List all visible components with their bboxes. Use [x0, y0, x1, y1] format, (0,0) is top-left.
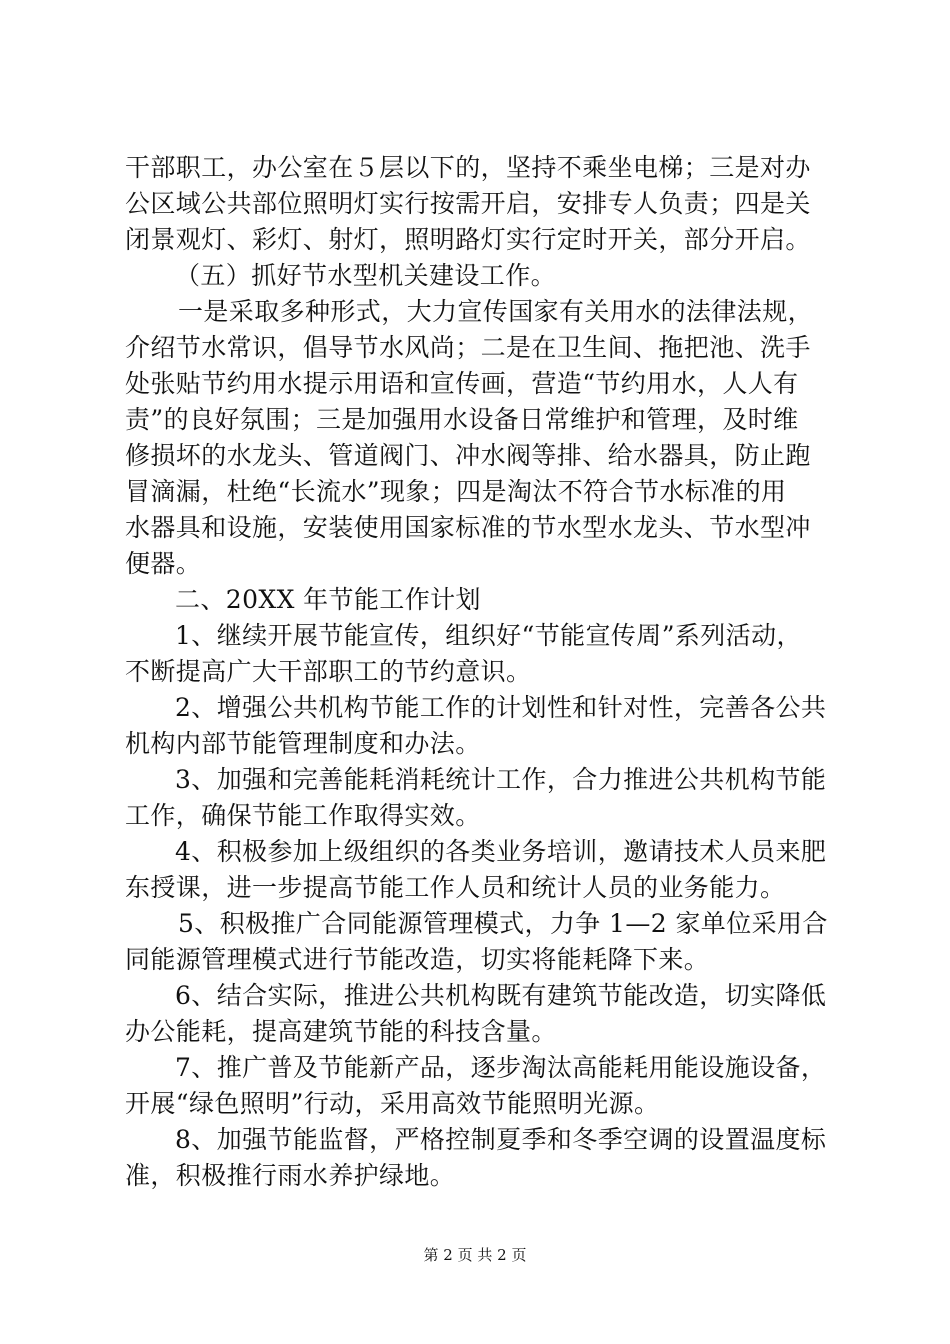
list-item-text: 6、结合实际，推进公共机构既有建筑节能改造，切实降低 — [175, 981, 827, 1010]
body-text-line: 公区域公共部位照明灯实行按需开启，安排专人负责；四是关 — [125, 189, 811, 218]
body-text-line: 水器具和设施，安装使用国家标准的节水型水龙头、节水型冲 — [125, 513, 811, 542]
body-text-line: 准，积极推行雨水养护绿地。 — [125, 1161, 456, 1190]
body-text-line: 便器。 — [125, 549, 202, 578]
body-text-line: 闭景观灯、彩灯、射灯，照明路灯实行定时开关，部分开启。 — [125, 225, 811, 254]
section-heading: 二、20XX 年节能工作计划 — [175, 585, 481, 614]
page-number-footer: 第 2 页 共 2 页 — [423, 1246, 527, 1264]
list-item-text: 3、加强和完善能耗消耗统计工作，合力推进公共机构节能 — [175, 765, 827, 794]
body-text-line: 办公能耗，提高建筑节能的科技含量。 — [125, 1017, 557, 1046]
list-item-text: 2、增强公共机构节能工作的计划性和针对性，完善各公共 — [175, 693, 827, 722]
body-text-line: 同能源管理模式进行节能改造，切实将能耗降下来。 — [125, 945, 710, 974]
body-text-line: 处张贴节约用水提示用语和宣传画，营造“节约用水，人人有 — [125, 369, 799, 398]
body-text-line: 一是采取多种形式，大力宣传国家有关用水的法律法规， — [178, 297, 814, 326]
list-item-text: 1、继续开展节能宣传，组织好“节能宣传周”系列活动， — [175, 621, 802, 650]
section-heading: （五）抓好节水型机关建设工作。 — [175, 261, 557, 290]
list-item-text: 8、加强节能监督，严格控制夏季和冬季空调的设置温度标 — [175, 1125, 827, 1154]
list-item-text: 7、推广普及节能新产品，逐步淘汰高能耗用能设施设备， — [175, 1053, 827, 1082]
body-text-line: 开展“绿色照明”行动，采用高效节能照明光源。 — [125, 1089, 660, 1118]
body-text-line: 干部职工，办公室在５层以下的，坚持不乘坐电梯；三是对办 — [125, 153, 811, 182]
body-text-line: 冒滴漏，杜绝“长流水”现象；四是淘汰不符合节水标准的用 — [125, 477, 787, 506]
list-item-text: 5、积极推广合同能源管理模式，力争 1—2 家单位采用合 — [178, 909, 828, 938]
body-text-line: 修损坏的水龙头、管道阀门、冲水阀等排、给水器具，防止跑 — [125, 441, 811, 470]
body-text-line: 机构内部节能管理制度和办法。 — [125, 729, 481, 758]
body-text-line: 不断提高广大干部职工的节约意识。 — [125, 657, 532, 686]
body-text-line: 东授课，进一步提高节能工作人员和统计人员的业务能力。 — [125, 873, 786, 902]
body-text-line: 介绍节水常识，倡导节水风尚；二是在卫生间、拖把池、洗手 — [125, 333, 811, 362]
list-item-text: 4、积极参加上级组织的各类业务培训，邀请技术人员来肥 — [175, 837, 827, 866]
body-text-line: 责”的良好氛围；三是加强用水设备日常维护和管理，及时维 — [125, 405, 799, 434]
body-text-line: 工作，确保节能工作取得实效。 — [125, 801, 481, 830]
